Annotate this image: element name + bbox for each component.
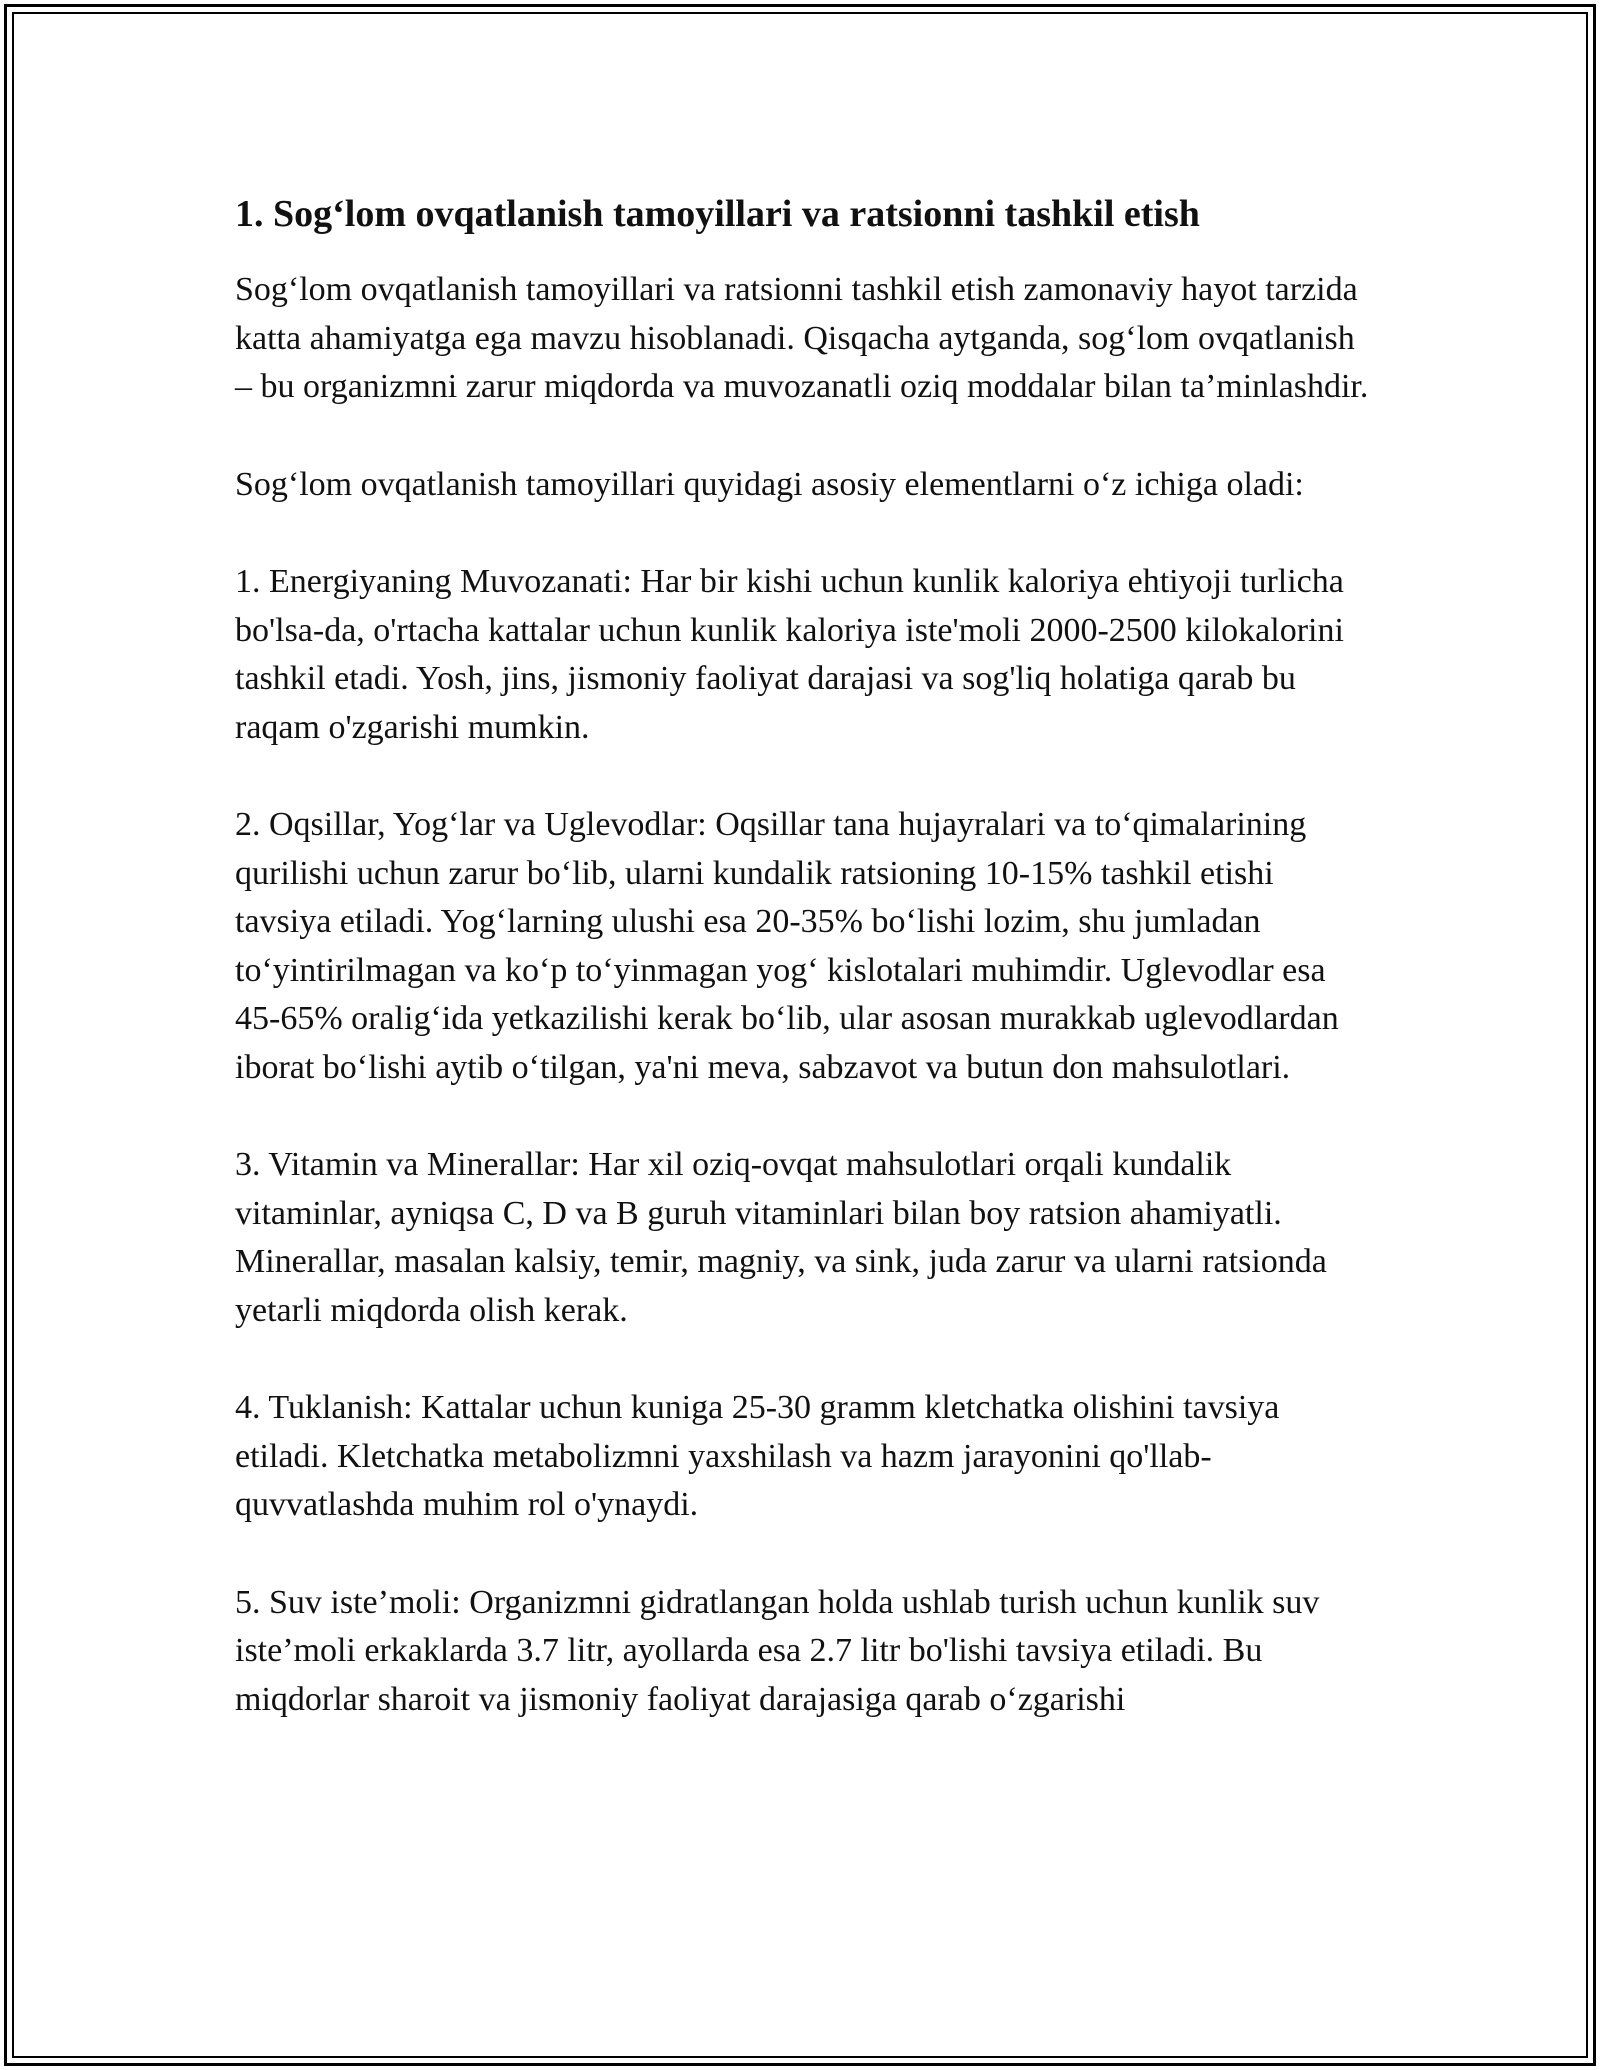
document-body: [235, 188, 1375, 1724]
macronutrients-paragraph: 2. Oqsillar, Yog‘lar va Uglevodlar: Oqsillar tana hujayralari va to‘qimalarining qurilishi uchun zarur bo‘lib, ularni kundalik ratsioning 10-15% tashkil etishi tavsiya etiladi. Yog‘larning ulushi esa 20-35% bo‘lishi lozim, shu jumladan to‘yintirilmagan va ko‘p to‘yinmagan yog‘ kislotalari muhimdir. Uglevodlar esa 45-65% oralig‘ida yetkazilishi kerak bo‘lib, ular asosan murakkab uglevodlardan iborat bo‘lishi aytib o‘tilgan, ya'ni meva, sabzavot va butun don mahsulotlari.: [235, 806, 1339, 1086]
principles-lead-paragraph: Sog‘lom ovqatlanish tamoyillari quyidagi asosiy elementlarni o‘z ichiga oladi:: [235, 465, 1304, 503]
vitamins-minerals-paragraph: 3. Vitamin va Minerallar: Har xil oziq-ovqat mahsulotlari orqali kundalik vitaminlar, ayniqsa C, D va B guruh vitaminlari bilan boy ratsion ahamiyatli. Minerallar, masalan kalsiy, temir, magniy, va sink, juda zarur va ularni ratsionda yetarli miqdorda olish kerak.: [235, 1146, 1327, 1329]
fiber-paragraph: 4. Tuklanish: Kattalar uchun kuniga 25-30 gramm kletchatka olishini tavsiya etiladi. Kletchatka metabolizmni yaxshilash va hazm jarayonini qo'llab-quvvatlashda muhim rol o'ynaydi.: [235, 1389, 1280, 1523]
water-intake-paragraph: 5. Suv iste’moli: Organizmni gidratlangan holda ushlab turish uchun kunlik suv iste’moli erkaklarda 3.7 litr, ayollarda esa 2.7 litr bo'lishi tavsiya etiladi. Bu miqdorlar sharoit va jismoniy faoliyat darajasiga qarab o‘zgarishi: [235, 1583, 1320, 1718]
energy-balance-paragraph: 1. Energiyaning Muvozanati: Har bir kishi uchun kunlik kaloriya ehtiyoji turlicha bo'lsa-da, o'rtacha kattalar uchun kunlik kaloriya iste'moli 2000-2500 kilokalorini tashkil etadi. Yosh, jins, jismoniy faoliyat darajasi va sog'liq holatiga qarab bu raqam o'zgarishi mumkin.: [235, 563, 1344, 746]
page-heading: 1. Sog‘lom ovqatlanish tamoyillari va ratsionni tashkil etish: [235, 193, 1200, 235]
intro-paragraph: Sog‘lom ovqatlanish tamoyillari va ratsionni tashkil etish zamonaviy hayot tarzida katta ahamiyatga ega mavzu hisoblanadi. Qisqacha aytganda, sog‘lom ovqatlanish – bu organizmni zarur miqdorda va muvozanatli oziq moddalar bilan ta’minlashdir.: [235, 271, 1369, 405]
